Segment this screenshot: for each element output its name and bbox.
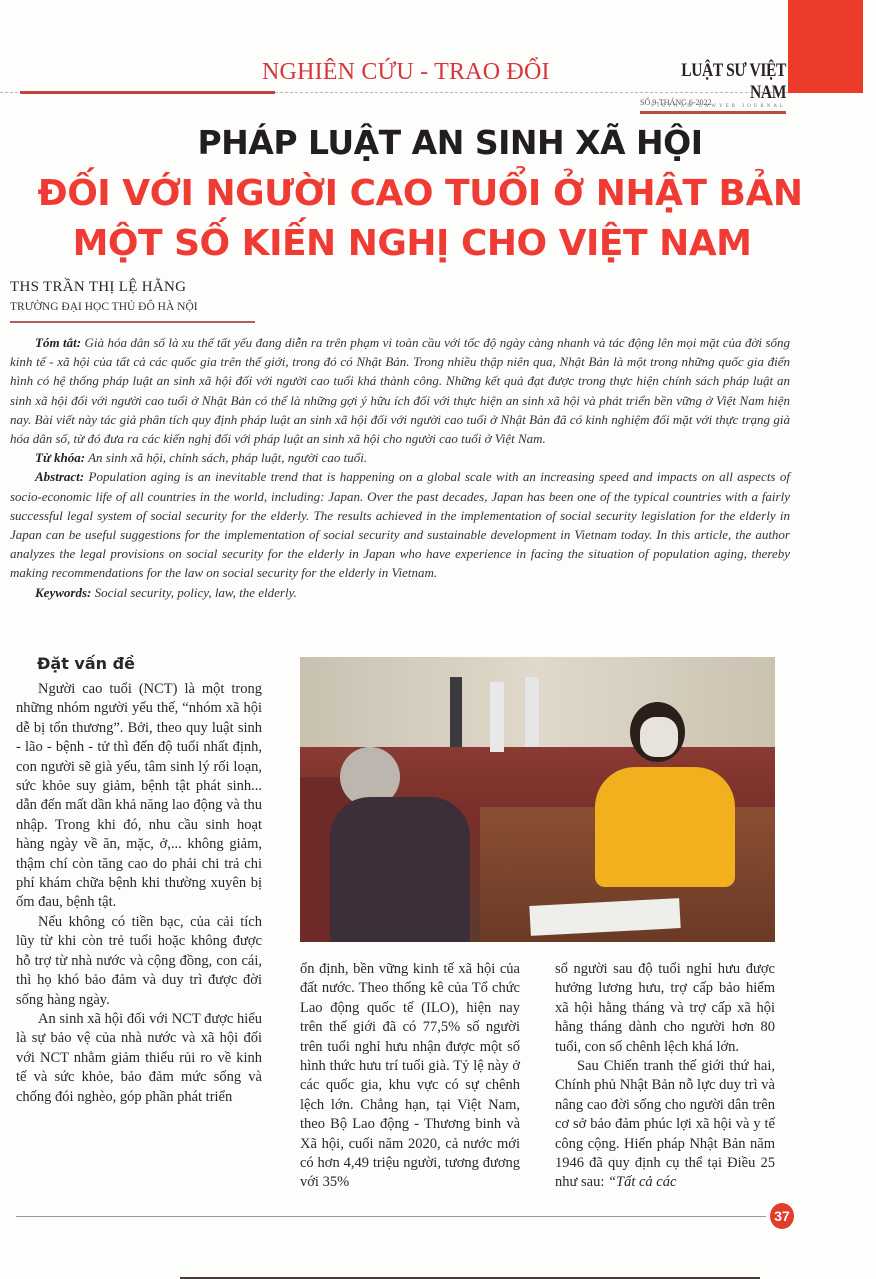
- keywords-vi: [10, 448, 790, 467]
- page-number: 37: [770, 1203, 794, 1229]
- abstract-label: Abstract:: [35, 469, 85, 485]
- keywords-en: [10, 583, 790, 602]
- corner-color-tab: [788, 0, 863, 93]
- journal-logo-subtitle: VIETNAM LAWYER JOURNAL: [650, 104, 786, 109]
- paragraph: ổn định, bền vững kinh tế xã hội của đất nước. Theo thống kê của Tổ chức Lao động quốc tế (ILO), hiện nay trên thế giới đã có 77,5% số người trên tuổi nghỉ hưu nhận được một số hình thức hưu trí tuổi già. Tỷ lệ này ở các quốc gia, khu vực có sự chênh lệch lớn. Chẳng hạn, tại Việt Nam, theo Bộ Lao động - Thương binh và Xã hội, cuối năm 2020, cả nước mới có hơn 4,49 triệu người, tương đương với 35%: [300, 961, 520, 1191]
- journal-logo-name: LUẬT SƯ VIỆT NAM: [681, 60, 786, 103]
- keywords-en-label: Keywords:: [35, 584, 92, 600]
- author-name: THS TRẦN THỊ LỆ HẰNG: [10, 279, 187, 295]
- paragraph: [555, 1057, 775, 1193]
- summary-label: Tóm tắt:: [35, 335, 82, 350]
- keywords-vi-text: An sinh xã hội, chính sách, pháp luật, người cao tuổi.: [88, 450, 368, 466]
- article-photo: [300, 657, 775, 942]
- logo-bar: [640, 111, 786, 114]
- author-affiliation: TRƯỜNG ĐẠI HỌC THỦ ĐÔ HÀ NỘI: [10, 301, 198, 313]
- issue-number: SỐ 9-THÁNG 6-2022: [640, 98, 712, 107]
- abstract-text: Population aging is an inevitable trend that is happening on a global scale with an increasing speed and impacts on all aspects of socio-economic life of all countries in the world, including: Japan. Over the past decades, Japan has been one of the typical countries with a fairly successful legal system of social security for the elderly. The results achieved in the implementation of social security legislation for the elderly in Japan can be useful suggestions for the implementation of social security and sustainable development in Vietnam today. In this article, the author analyzes the legal provisions on social security for the elderly in Japan who have experience in facing the situation of population aging, thereby making recommendations for the law on social security for the elderly in Vietnam.: [10, 469, 790, 581]
- abstract-block: [10, 333, 790, 602]
- paragraph: Người cao tuổi (NCT) là một trong những nhóm người yếu thế, “nhóm xã hội dễ bị tổn thương”. Bởi, theo quy luật sinh - lão - bệnh - tử thì đến độ tuổi nhất định, con người sẽ già yếu, tâm sinh lý rối loạn, sức khỏe suy giảm, bệnh tật phát sinh... dẫn đến mất dần khả năng lao động và thu nhập. Trong khi đó, nhu cầu sinh hoạt hàng ngày về ăn, mặc, ở,... không giảm, thậm chí còn tăng cao do phải chi trả chi phí khám chữa bệnh khi thường xuyên bị ốm đau, bệnh tật.: [16, 681, 262, 911]
- paragraph: Nếu không có tiền bạc, của cải tích lũy từ khi còn trẻ tuổi hoặc không được hỗ trợ từ nhà nước và cộng đồng, con cái, thì họ khó bảo đảm và duy trì được đời sống hàng ngày.: [16, 913, 262, 1008]
- paragraph-text: Sau Chiến tranh thế giới thứ hai, Chính phủ Nhật Bản nỗ lực duy trì và nâng cao đời sống cho người dân trên cơ sở bảo đảm phúc lợi xã hội và y tế công cộng. Hiến pháp Nhật Bản năm 1946 đã quy định cụ thể tại Điều 25 như sau:: [555, 1058, 775, 1191]
- title-line-1: PHÁP LUẬT AN SINH XÃ HỘI: [197, 123, 703, 162]
- body-column-3: [555, 960, 775, 1193]
- body-column-1: [16, 680, 262, 1107]
- author-divider: [10, 321, 255, 323]
- abstract-en: [10, 467, 790, 582]
- footer-divider: [16, 1216, 766, 1217]
- keywords-en-text: Social security, policy, law, the elderly.: [94, 584, 297, 600]
- section-label: NGHIÊN CỨU - TRAO ĐỔI: [262, 59, 550, 85]
- title-line-3: MỘT SỐ KIẾN NGHỊ CHO VIỆT NAM: [72, 223, 752, 264]
- paragraph: số người sau độ tuổi nghỉ hưu được hưởng lương hưu, trợ cấp bảo hiểm xã hội hằng tháng và trợ cấp xã hội hằng tháng dành cho người hơn 80 tuổi, con số chênh lệch khá lớn.: [555, 961, 775, 1055]
- paragraph: An sinh xã hội đối với NCT được hiểu là sự bảo vệ của nhà nước và xã hội đối với NCT nhằm giảm thiểu rủi ro về kinh tế và sức khỏe, bảo đảm mức sống và chống đói nghèo, góp phần phát triển: [16, 1010, 262, 1105]
- title-line-2: ĐỐI VỚI NGƯỜI CAO TUỔI Ở NHẬT BẢN: [37, 173, 803, 214]
- keywords-vi-label: Từ khóa:: [35, 450, 86, 466]
- summary-text: Già hóa dân số là xu thế tất yếu đang diễn ra trên phạm vi toàn cầu với tốc độ ngày càng nhanh và tác động lên mọi mặt của đời sống kinh tế - xã hội của tất cả các quốc gia trên thế giới, trong đó có Nhật Bản. Trong nhiều thập niên qua, Nhật Bản là một trong những quốc gia điển hình có hệ thống pháp luật an sinh xã hội đối với người cao tuổi khá thành công. Những kết quả đạt được trong thực hiện chính sách pháp luật an sinh xã hội đối với người cao tuổi ở Nhật Bản có thể là những gợi ý hữu ích đối với thực hiện an sinh xã hội và phát triển bền vững ở Việt Nam hiện nay. Bài viết này tác giả phân tích quy định pháp luật an sinh xã hội đối với người cao tuổi ở Nhật Bản đã có kinh nghiệm đối mặt với thực trạng già hóa dân số, từ đó đưa ra các kiến nghị đối với pháp luật an sinh xã hội cho người cao tuổi ở Việt Nam.: [10, 335, 791, 447]
- body-column-2: [300, 960, 520, 1193]
- quote-text: “Tất cả các: [607, 1174, 677, 1191]
- section-heading: Đặt vấn đề: [37, 654, 135, 673]
- header-accent-line: [20, 91, 275, 94]
- summary-vi: [10, 333, 790, 448]
